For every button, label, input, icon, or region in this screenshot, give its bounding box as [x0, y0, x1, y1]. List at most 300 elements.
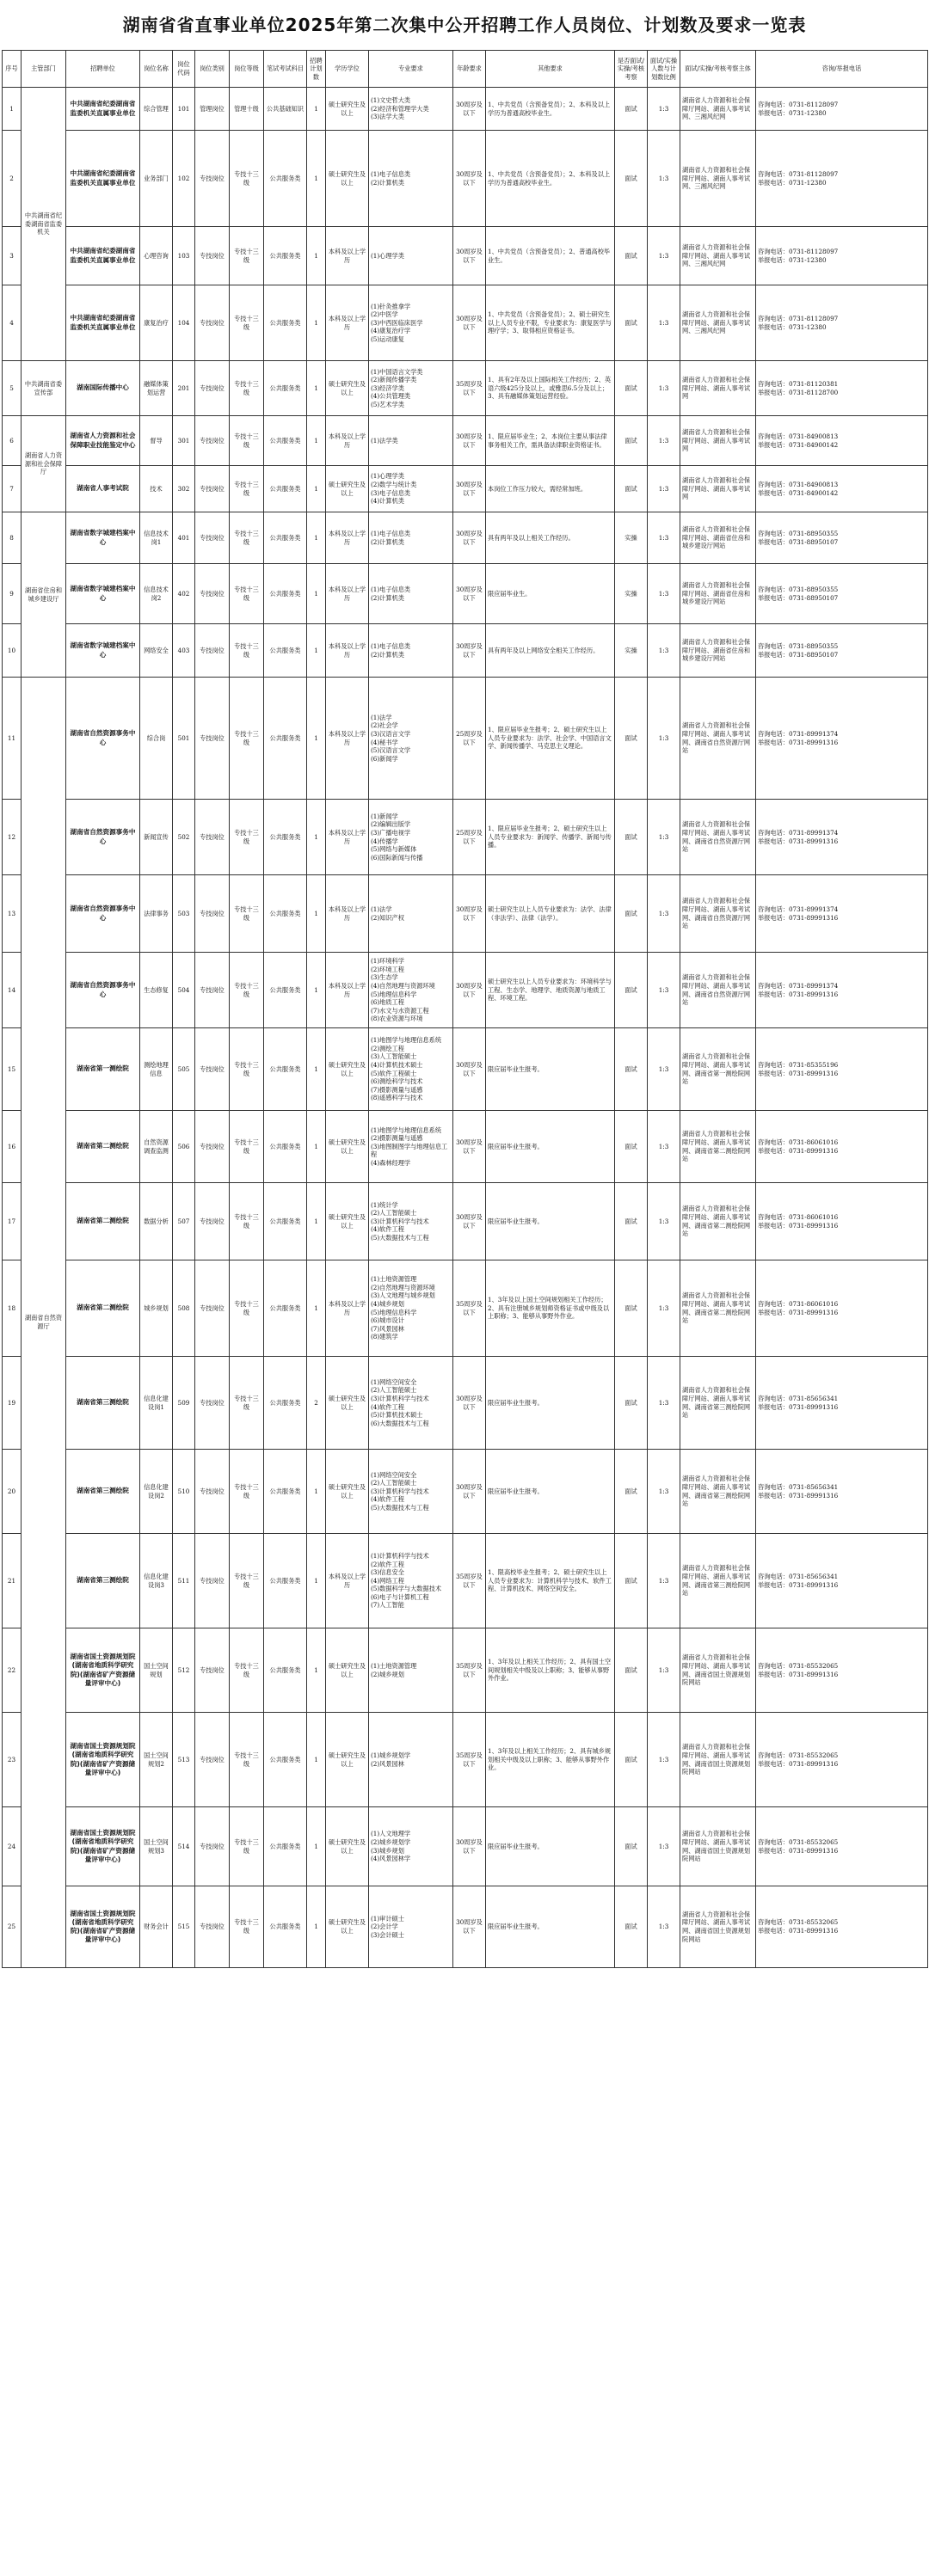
row-number: 9	[3, 564, 22, 624]
assessment-type: 面试	[615, 285, 648, 361]
other-requirement: 1、中共党员（含预备党员）；2、硕士研究生以上人员专业不限，专业要求为：康复医学与理疗学；3、取得相应资格证书。	[486, 285, 615, 361]
row-number: 5	[3, 361, 22, 416]
major-requirement: (1)电子信息类 (2)计算机类	[369, 512, 453, 564]
department-name: 湖南省自然资源厅	[22, 678, 66, 1968]
table-row	[3, 416, 928, 466]
education: 硕士研究生及以上	[326, 1357, 369, 1450]
post-category: 专技岗位	[195, 416, 230, 466]
row-number: 4	[3, 285, 22, 361]
post-name: 业务部门	[140, 131, 173, 227]
major-requirement: (1)心理学类 (2)数学与统计类 (3)电子信息类 (4)计算机类	[369, 466, 453, 512]
post-code: 502	[173, 800, 195, 875]
education: 本科及以上学历	[326, 678, 369, 800]
post-category: 专技岗位	[195, 1628, 230, 1713]
interview-ratio: 1:3	[648, 1807, 680, 1886]
department-name: 中共湖南省委宣传部	[22, 361, 66, 416]
major-requirement: (1)统计学 (2)人工智能硕士 (3)计算机科学与技术 (4)软件工程 (5)大数据技术与工程	[369, 1183, 453, 1260]
row-number: 25	[3, 1886, 22, 1968]
contact-phone: 咨询电话：0731-84900813 举报电话：0731-84900142	[756, 466, 928, 512]
contact-phone: 咨询电话：0731-86061016 举报电话：0731-89991316	[756, 1260, 928, 1357]
table-row	[3, 1183, 928, 1260]
table-row	[3, 1807, 928, 1886]
assessment-body: 湖南省人力资源和社会保障厅网站、湖南省住房和城乡建设厅网站	[680, 512, 756, 564]
contact-phone: 咨询电话：0731-81120381 举报电话：0731-81128700	[756, 361, 928, 416]
plan-count: 1	[307, 1628, 326, 1713]
plan-count: 1	[307, 131, 326, 227]
age-requirement: 30周岁及以下	[453, 564, 486, 624]
exam-subject: 公共服务类	[264, 564, 307, 624]
assessment-type: 面试	[615, 875, 648, 953]
row-number: 23	[3, 1713, 22, 1807]
post-level: 专技十三级	[230, 1357, 264, 1450]
post-category: 专技岗位	[195, 285, 230, 361]
page-title: 湖南省省直事业单位2025年第二次集中公开招聘工作人员岗位、计划数及要求一览表	[122, 15, 807, 35]
major-requirement: (1)土地资源管理 (2)自然地理与资源环境 (3)人文地理与城乡规划 (4)城乡规划 (5)地理信息科学 (6)城市设计 (7)风景园林 (8)建筑学	[369, 1260, 453, 1357]
education: 硕士研究生及以上	[326, 1183, 369, 1260]
table-row	[3, 624, 928, 678]
education: 本科及以上学历	[326, 285, 369, 361]
unit-name: 湖南省国土资源规划院(湖南省地质科学研究院)(湖南省矿产资源储量评审中心)	[66, 1713, 140, 1807]
assessment-type: 面试	[615, 678, 648, 800]
post-code: 301	[173, 416, 195, 466]
other-requirement: 限应届毕业生报考。	[486, 1183, 615, 1260]
plan-count: 1	[307, 953, 326, 1028]
other-requirement: 本岗位工作压力较大，需经常加班。	[486, 466, 615, 512]
recruitment-table	[2, 50, 928, 1968]
column-header: 招聘计划数	[307, 51, 326, 88]
unit-name: 中共湖南省纪委湖南省监委机关直属事业单位	[66, 131, 140, 227]
column-header: 岗位等级	[230, 51, 264, 88]
age-requirement: 30周岁及以下	[453, 512, 486, 564]
column-header: 专业要求	[369, 51, 453, 88]
major-requirement: (1)人文地理学 (2)城乡规划学 (3)城乡规划 (4)风景园林学	[369, 1807, 453, 1886]
post-category: 管理岗位	[195, 88, 230, 131]
assessment-type: 面试	[615, 1183, 648, 1260]
table-row	[3, 466, 928, 512]
assessment-body: 湖南省人力资源和社会保障厅网站、湖南人事考试网、湖南省自然资源厅网站	[680, 953, 756, 1028]
table-row	[3, 1534, 928, 1628]
other-requirement: 1、具有2年及以上国际相关工作经历；2、英语六级425分及以上，或雅思6.5分及以上；3、具有融媒体策划运营经验。	[486, 361, 615, 416]
other-requirement: 1、中共党员（含预备党员）；2、本科及以上学历为普通高校毕业生。	[486, 88, 615, 131]
table-row	[3, 875, 928, 953]
education: 硕士研究生及以上	[326, 1713, 369, 1807]
other-requirement: 限应届毕业生报考。	[486, 1450, 615, 1534]
post-name: 融媒体策划运营	[140, 361, 173, 416]
interview-ratio: 1:3	[648, 466, 680, 512]
post-code: 515	[173, 1886, 195, 1968]
exam-subject: 公共服务类	[264, 1183, 307, 1260]
row-number: 19	[3, 1357, 22, 1450]
assessment-type: 面试	[615, 131, 648, 227]
exam-subject: 公共服务类	[264, 1260, 307, 1357]
post-level: 专技十三级	[230, 564, 264, 624]
row-number: 14	[3, 953, 22, 1028]
assessment-body: 湖南省人力资源和社会保障厅网站、湖南人事考试网	[680, 361, 756, 416]
education: 本科及以上学历	[326, 1534, 369, 1628]
exam-subject: 公共服务类	[264, 227, 307, 285]
post-level: 专技十三级	[230, 1260, 264, 1357]
post-category: 专技岗位	[195, 466, 230, 512]
exam-subject: 公共服务类	[264, 131, 307, 227]
age-requirement: 30周岁及以下	[453, 1357, 486, 1450]
plan-count: 1	[307, 1111, 326, 1183]
post-name: 综合管理	[140, 88, 173, 131]
post-category: 专技岗位	[195, 1028, 230, 1111]
other-requirement: 限应届毕业生报考。	[486, 1807, 615, 1886]
plan-count: 1	[307, 416, 326, 466]
age-requirement: 25周岁及以下	[453, 800, 486, 875]
post-category: 专技岗位	[195, 1111, 230, 1183]
post-level: 专技十三级	[230, 1028, 264, 1111]
post-level: 专技十三级	[230, 953, 264, 1028]
post-level: 专技十三级	[230, 1713, 264, 1807]
row-number: 15	[3, 1028, 22, 1111]
plan-count: 1	[307, 361, 326, 416]
plan-count: 1	[307, 1807, 326, 1886]
column-header: 是否面试/实操/考核考察	[615, 51, 648, 88]
table-row	[3, 953, 928, 1028]
row-number: 16	[3, 1111, 22, 1183]
unit-name: 湖南省第三测绘院	[66, 1357, 140, 1450]
post-code: 402	[173, 564, 195, 624]
assessment-body: 湖南省人力资源和社会保障厅网站、湖南人事考试网、湖南省国土资源规划院网站	[680, 1628, 756, 1713]
age-requirement: 35周岁及以下	[453, 1260, 486, 1357]
age-requirement: 25周岁及以下	[453, 678, 486, 800]
assessment-body: 湖南省人力资源和社会保障厅网站、湖南人事考试网、湖南省国土资源规划院网站	[680, 1886, 756, 1968]
age-requirement: 30周岁及以下	[453, 624, 486, 678]
table-row	[3, 678, 928, 800]
assessment-type: 面试	[615, 1628, 648, 1713]
plan-count: 1	[307, 466, 326, 512]
exam-subject: 公共服务类	[264, 416, 307, 466]
contact-phone: 咨询电话：0731-81128097 举报电话：0731-12380	[756, 131, 928, 227]
assessment-type: 面试	[615, 1450, 648, 1534]
post-category: 专技岗位	[195, 800, 230, 875]
post-name: 信息化建设岗1	[140, 1357, 173, 1450]
unit-name: 湖南省第三测绘院	[66, 1450, 140, 1534]
table-row	[3, 131, 928, 227]
education: 硕士研究生及以上	[326, 1807, 369, 1886]
interview-ratio: 1:3	[648, 1534, 680, 1628]
assessment-body: 湖南省人力资源和社会保障厅网站、湖南人事考试网、三湘风纪网	[680, 285, 756, 361]
post-code: 101	[173, 88, 195, 131]
contact-phone: 咨询电话：0731-86061016 举报电话：0731-89991316	[756, 1183, 928, 1260]
exam-subject: 公共服务类	[264, 800, 307, 875]
unit-name: 湖南省数字城建档案中心	[66, 624, 140, 678]
unit-name: 湖南省数字城建档案中心	[66, 512, 140, 564]
education: 硕士研究生及以上	[326, 1886, 369, 1968]
post-code: 514	[173, 1807, 195, 1886]
assessment-body: 湖南省人力资源和社会保障厅网站、湖南人事考试网、湖南省自然资源厅网站	[680, 800, 756, 875]
plan-count: 1	[307, 678, 326, 800]
post-level: 专技十三级	[230, 1111, 264, 1183]
row-number: 2	[3, 131, 22, 227]
plan-count: 1	[307, 1183, 326, 1260]
post-name: 数据分析	[140, 1183, 173, 1260]
assessment-body: 湖南省人力资源和社会保障厅网站、湖南人事考试网、三湘风纪网	[680, 227, 756, 285]
other-requirement: 1、3年及以上相关工作经历；2、具有城乡规划相关中级及以上职称；3、能够从事野外作业。	[486, 1713, 615, 1807]
post-name: 财务会计	[140, 1886, 173, 1968]
contact-phone: 咨询电话：0731-85532065 举报电话：0731-89991316	[756, 1807, 928, 1886]
post-name: 网络安全	[140, 624, 173, 678]
exam-subject: 公共服务类	[264, 285, 307, 361]
education: 本科及以上学历	[326, 512, 369, 564]
post-name: 信息化建设岗2	[140, 1450, 173, 1534]
assessment-type: 面试	[615, 1357, 648, 1450]
age-requirement: 35周岁及以下	[453, 1534, 486, 1628]
interview-ratio: 1:3	[648, 1450, 680, 1534]
assessment-type: 面试	[615, 1713, 648, 1807]
assessment-body: 湖南省人力资源和社会保障厅网站、湖南人事考试网、湖南省自然资源厅网站	[680, 875, 756, 953]
table-row	[3, 1713, 928, 1807]
column-header: 主管部门	[22, 51, 66, 88]
post-category: 专技岗位	[195, 227, 230, 285]
post-code: 508	[173, 1260, 195, 1357]
post-level: 专技十三级	[230, 678, 264, 800]
interview-ratio: 1:3	[648, 88, 680, 131]
unit-name: 湖南省国土资源规划院(湖南省地质科学研究院)(湖南省矿产资源储量评审中心)	[66, 1628, 140, 1713]
exam-subject: 公共服务类	[264, 1357, 307, 1450]
age-requirement: 30周岁及以下	[453, 953, 486, 1028]
row-number: 10	[3, 624, 22, 678]
post-name: 法律事务	[140, 875, 173, 953]
post-level: 专技十三级	[230, 1886, 264, 1968]
post-level: 专技十三级	[230, 361, 264, 416]
education: 本科及以上学历	[326, 227, 369, 285]
post-level: 专技十三级	[230, 1183, 264, 1260]
assessment-type: 面试	[615, 1028, 648, 1111]
table-row	[3, 1628, 928, 1713]
age-requirement: 35周岁及以下	[453, 361, 486, 416]
major-requirement: (1)心理学类	[369, 227, 453, 285]
major-requirement: (1)审计硕士 (2)会计学 (3)会计硕士	[369, 1886, 453, 1968]
exam-subject: 公共服务类	[264, 624, 307, 678]
age-requirement: 30周岁及以下	[453, 1807, 486, 1886]
assessment-type: 面试	[615, 1886, 648, 1968]
unit-name: 湖南国际传播中心	[66, 361, 140, 416]
assessment-body: 湖南省人力资源和社会保障厅网站、湖南人事考试网、湖南省国土资源规划院网站	[680, 1807, 756, 1886]
age-requirement: 30周岁及以下	[453, 1028, 486, 1111]
column-header: 岗位代码	[173, 51, 195, 88]
interview-ratio: 1:3	[648, 953, 680, 1028]
education: 本科及以上学历	[326, 800, 369, 875]
assessment-body: 湖南省人力资源和社会保障厅网站、湖南人事考试网、湖南省自然资源厅网站	[680, 678, 756, 800]
contact-phone: 咨询电话：0731-89991374 举报电话：0731-89991316	[756, 800, 928, 875]
contact-phone: 咨询电话：0731-89991374 举报电话：0731-89991316	[756, 953, 928, 1028]
contact-phone: 咨询电话：0731-81128097 举报电话：0731-12380	[756, 88, 928, 131]
plan-count: 1	[307, 875, 326, 953]
contact-phone: 咨询电话：0731-85532065 举报电话：0731-89991316	[756, 1628, 928, 1713]
row-number: 17	[3, 1183, 22, 1260]
post-level: 专技十三级	[230, 285, 264, 361]
post-name: 心理咨询	[140, 227, 173, 285]
assessment-body: 湖南省人力资源和社会保障厅网站、湖南人事考试网、三湘风纪网	[680, 131, 756, 227]
unit-name: 湖南省人力资源和社会保障职业技能鉴定中心	[66, 416, 140, 466]
contact-phone: 咨询电话：0731-89991374 举报电话：0731-89991316	[756, 678, 928, 800]
major-requirement: (1)针灸推拿学 (2)中医学 (3)中西医临床医学 (4)康复治疗学 (5)运动康复	[369, 285, 453, 361]
unit-name: 湖南省第三测绘院	[66, 1534, 140, 1628]
column-header: 年龄要求	[453, 51, 486, 88]
table-row	[3, 564, 928, 624]
interview-ratio: 1:3	[648, 1886, 680, 1968]
post-category: 专技岗位	[195, 1183, 230, 1260]
plan-count: 1	[307, 1713, 326, 1807]
post-level: 专技十三级	[230, 875, 264, 953]
column-header: 序号	[3, 51, 22, 88]
major-requirement: (1)土地资源管理 (2)城乡规划	[369, 1628, 453, 1713]
post-code: 509	[173, 1357, 195, 1450]
unit-name: 湖南省数字城建档案中心	[66, 564, 140, 624]
assessment-body: 湖南省人力资源和社会保障厅网站、湖南人事考试网、湖南省第三测绘院网站	[680, 1534, 756, 1628]
unit-name: 中共湖南省纪委湖南省监委机关直属事业单位	[66, 285, 140, 361]
post-category: 专技岗位	[195, 1713, 230, 1807]
unit-name: 中共湖南省纪委湖南省监委机关直属事业单位	[66, 227, 140, 285]
row-number: 11	[3, 678, 22, 800]
other-requirement: 1、限应届毕业生报考；2、硕士研究生以上人员专业要求为：法学、社会学、中国语言文学、新闻传播学、马克思主义理论。	[486, 678, 615, 800]
row-number: 3	[3, 227, 22, 285]
row-number: 6	[3, 416, 22, 466]
plan-count: 1	[307, 1886, 326, 1968]
column-header: 面试/实操/考核考察主体	[680, 51, 756, 88]
post-code: 103	[173, 227, 195, 285]
post-code: 102	[173, 131, 195, 227]
major-requirement: (1)城乡规划学 (2)风景园林	[369, 1713, 453, 1807]
post-code: 401	[173, 512, 195, 564]
major-requirement: (1)网络空间安全 (2)人工智能硕士 (3)计算机科学与技术 (4)软件工程 (5)计算机技术硕士 (6)大数据技术与工程	[369, 1357, 453, 1450]
age-requirement: 30周岁及以下	[453, 875, 486, 953]
assessment-body: 湖南省人力资源和社会保障厅网站、湖南人事考试网、湖南省第三测绘院网站	[680, 1357, 756, 1450]
education: 本科及以上学历	[326, 953, 369, 1028]
plan-count: 2	[307, 1357, 326, 1450]
education: 本科及以上学历	[326, 624, 369, 678]
post-code: 505	[173, 1028, 195, 1111]
contact-phone: 咨询电话：0731-81128097 举报电话：0731-12380	[756, 285, 928, 361]
other-requirement: 1、限高校毕业生报考；2、硕士研究生以上人员专业要求为：计算机科学与技术、软件工程、计算机技术、网络空间安全。	[486, 1534, 615, 1628]
assessment-type: 面试	[615, 416, 648, 466]
post-name: 新闻宣传	[140, 800, 173, 875]
contact-phone: 咨询电话：0731-85355196 举报电话：0731-89991316	[756, 1028, 928, 1111]
assessment-body: 湖南省人力资源和社会保障厅网站、湖南人事考试网、湖南省国土资源规划院网站	[680, 1713, 756, 1807]
post-level: 专技十三级	[230, 416, 264, 466]
post-code: 302	[173, 466, 195, 512]
age-requirement: 30周岁及以下	[453, 227, 486, 285]
assessment-type: 面试	[615, 466, 648, 512]
row-number: 8	[3, 512, 22, 564]
interview-ratio: 1:3	[648, 624, 680, 678]
assessment-type: 面试	[615, 1111, 648, 1183]
contact-phone: 咨询电话：0731-85656341 举报电话：0731-89991316	[756, 1450, 928, 1534]
post-name: 国土空间规划2	[140, 1713, 173, 1807]
column-header: 其他要求	[486, 51, 615, 88]
contact-phone: 咨询电话：0731-81128097 举报电话：0731-12380	[756, 227, 928, 285]
education: 硕士研究生及以上	[326, 1028, 369, 1111]
other-requirement: 1、3年及以上国土空间规划相关工作经历；2、具有注册城乡规划师资格证书或中级及以上职称；3、能够从事野外作业。	[486, 1260, 615, 1357]
other-requirement: 1、中共党员（含预备党员）；2、本科及以上学历为普通高校毕业生。	[486, 131, 615, 227]
post-code: 501	[173, 678, 195, 800]
column-header: 招聘单位	[66, 51, 140, 88]
plan-count: 1	[307, 1028, 326, 1111]
post-level: 专技十三级	[230, 227, 264, 285]
post-category: 专技岗位	[195, 953, 230, 1028]
age-requirement: 30周岁及以下	[453, 1183, 486, 1260]
table-row	[3, 1028, 928, 1111]
major-requirement: (1)电子信息类 (2)计算机类	[369, 624, 453, 678]
exam-subject: 公共服务类	[264, 1450, 307, 1534]
table-row	[3, 1886, 928, 1968]
unit-name: 湖南省国土资源规划院(湖南省地质科学研究院)(湖南省矿产资源储量评审中心)	[66, 1807, 140, 1886]
table-row	[3, 1450, 928, 1534]
assessment-type: 面试	[615, 1534, 648, 1628]
contact-phone: 咨询电话：0731-89991374 举报电话：0731-89991316	[756, 875, 928, 953]
exam-subject: 公共服务类	[264, 1534, 307, 1628]
major-requirement: (1)法学 (2)知识产权	[369, 875, 453, 953]
major-requirement: (1)法学类	[369, 416, 453, 466]
exam-subject: 公共服务类	[264, 875, 307, 953]
assessment-type: 实操	[615, 624, 648, 678]
post-level: 专技十三级	[230, 512, 264, 564]
assessment-type: 面试	[615, 953, 648, 1028]
assessment-type: 面试	[615, 361, 648, 416]
post-code: 513	[173, 1713, 195, 1807]
contact-phone: 咨询电话：0731-85656341 举报电话：0731-89991316	[756, 1357, 928, 1450]
plan-count: 1	[307, 88, 326, 131]
interview-ratio: 1:3	[648, 1260, 680, 1357]
major-requirement: (1)地图学与地理信息系统 (2)摄影测量与遥感 (3)地图制图学与地理信息工程 (4)森林经理学	[369, 1111, 453, 1183]
exam-subject: 公共服务类	[264, 1886, 307, 1968]
interview-ratio: 1:3	[648, 416, 680, 466]
other-requirement: 限应届毕业生报考。	[486, 1111, 615, 1183]
table-row	[3, 1260, 928, 1357]
post-name: 城乡规划	[140, 1260, 173, 1357]
column-header: 岗位类别	[195, 51, 230, 88]
plan-count: 1	[307, 1534, 326, 1628]
exam-subject: 公共基础知识	[264, 88, 307, 131]
department-name: 湖南省人力资源和社会保障厅	[22, 416, 66, 512]
post-code: 512	[173, 1628, 195, 1713]
column-header: 笔试考试科目	[264, 51, 307, 88]
plan-count: 1	[307, 624, 326, 678]
age-requirement: 30周岁及以下	[453, 466, 486, 512]
assessment-body: 湖南省人力资源和社会保障厅网站、湖南人事考试网	[680, 466, 756, 512]
post-category: 专技岗位	[195, 1357, 230, 1450]
post-name: 测绘地理信息	[140, 1028, 173, 1111]
row-number: 20	[3, 1450, 22, 1534]
assessment-body: 湖南省人力资源和社会保障厅网站、湖南省住房和城乡建设厅网站	[680, 564, 756, 624]
table-row	[3, 1357, 928, 1450]
age-requirement: 35周岁及以下	[453, 1713, 486, 1807]
other-requirement: 1、中共党员（含预备党员）；2、普通高校毕业生。	[486, 227, 615, 285]
post-name: 康复治疗	[140, 285, 173, 361]
post-category: 专技岗位	[195, 131, 230, 227]
post-code: 201	[173, 361, 195, 416]
education: 硕士研究生及以上	[326, 1628, 369, 1713]
plan-count: 1	[307, 564, 326, 624]
education: 硕士研究生及以上	[326, 1111, 369, 1183]
unit-name: 湖南省人事考试院	[66, 466, 140, 512]
plan-count: 1	[307, 800, 326, 875]
unit-name: 湖南省自然资源事务中心	[66, 678, 140, 800]
interview-ratio: 1:3	[648, 285, 680, 361]
post-code: 507	[173, 1183, 195, 1260]
exam-subject: 公共服务类	[264, 1028, 307, 1111]
assessment-body: 湖南省人力资源和社会保障厅网站、湖南人事考试网、三湘风纪网	[680, 88, 756, 131]
post-code: 403	[173, 624, 195, 678]
department-name: 湖南省住房和城乡建设厅	[22, 512, 66, 678]
exam-subject: 公共服务类	[264, 1111, 307, 1183]
unit-name: 湖南省国土资源规划院(湖南省地质科学研究院)(湖南省矿产资源储量评审中心)	[66, 1886, 140, 1968]
interview-ratio: 1:3	[648, 564, 680, 624]
department-name: 中共湖南省纪委湖南省监委机关	[22, 88, 66, 361]
